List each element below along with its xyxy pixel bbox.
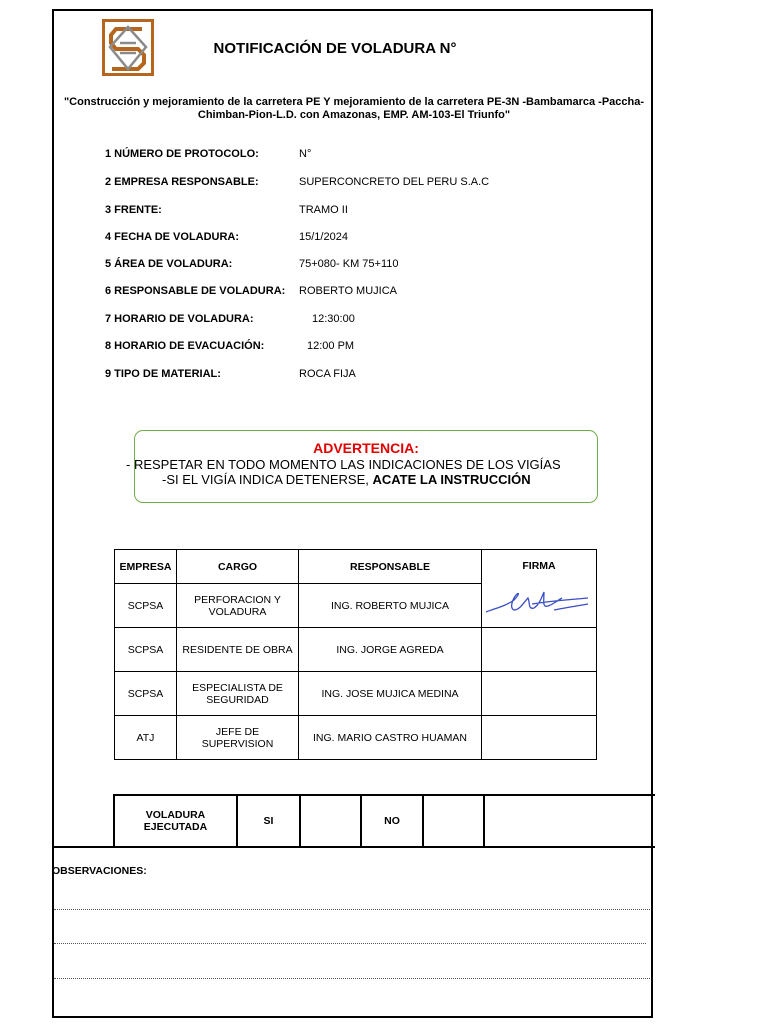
execution-yes-label: SI bbox=[237, 795, 300, 847]
cell-empresa: SCPSA bbox=[115, 672, 177, 716]
warning-emphasis: ACATE LA INSTRUCCIÓN bbox=[372, 472, 531, 487]
cell-empresa: SCPSA bbox=[115, 628, 177, 672]
field-value-protocolo: N° bbox=[299, 148, 312, 160]
field-label-responsable: 6 RESPONSABLE DE VOLADURA: bbox=[105, 285, 286, 297]
execution-blank bbox=[484, 795, 655, 847]
warning-box bbox=[126, 430, 598, 503]
cell-firma bbox=[482, 628, 597, 672]
field-value-material: ROCA FIJA bbox=[299, 368, 356, 380]
table-row bbox=[115, 672, 597, 716]
project-description-line-1: "Construcción y mejoramiento de la carretera PE Y mejoramiento de la carretera PE-3N -Bambamarca -Paccha- bbox=[63, 96, 645, 108]
field-value-area: 75+080- KM 75+110 bbox=[299, 258, 399, 270]
section-divider bbox=[52, 846, 653, 848]
field-value-empresa: SUPERCONCRETO DEL PERU S.A.C bbox=[299, 176, 490, 188]
cell-responsable: ING. ROBERTO MUJICA bbox=[299, 584, 482, 628]
field-label-horario-evacuacion: 8 HORARIO DE EVACUACIÓN: bbox=[105, 340, 265, 352]
table-header-row bbox=[115, 550, 597, 584]
cell-cargo: JEFE DE SUPERVISION bbox=[177, 716, 299, 760]
execution-yes-box bbox=[300, 795, 361, 847]
cell-cargo: PERFORACION Y VOLADURA bbox=[177, 584, 299, 628]
warning-title: ADVERTENCIA: bbox=[313, 440, 419, 456]
cell-responsable: ING. JOSE MUJICA MEDINA bbox=[299, 672, 482, 716]
observation-line bbox=[54, 943, 646, 944]
field-value-horario-evacuacion: 12:00 PM bbox=[307, 340, 355, 352]
signature-roberto-mujica bbox=[484, 588, 592, 618]
cell-empresa: ATJ bbox=[115, 716, 177, 760]
field-label-material: 9 TIPO DE MATERIAL: bbox=[105, 368, 221, 380]
header-empresa: EMPRESA bbox=[115, 550, 177, 584]
project-description bbox=[56, 96, 652, 122]
cell-cargo: ESPECIALISTA DE SEGURIDAD bbox=[177, 672, 299, 716]
field-label-fecha: 4 FECHA DE VOLADURA: bbox=[105, 231, 240, 243]
cell-cargo: RESIDENTE DE OBRA bbox=[177, 628, 299, 672]
warning-line-2 bbox=[162, 472, 531, 487]
execution-table bbox=[113, 794, 655, 848]
field-label-horario-voladura: 7 HORARIO DE VOLADURA: bbox=[105, 313, 254, 325]
field-label-empresa: 2 EMPRESA RESPONSABLE: bbox=[105, 176, 259, 188]
observations-label: OBSERVACIONES: bbox=[52, 865, 147, 877]
header-cargo: CARGO bbox=[177, 550, 299, 584]
cell-responsable: ING. JORGE AGREDA bbox=[299, 628, 482, 672]
signatures-table bbox=[114, 549, 597, 760]
field-label-area: 5 ÁREA DE VOLADURA: bbox=[105, 258, 233, 270]
observation-line bbox=[54, 909, 650, 910]
company-logo-icon bbox=[102, 19, 154, 76]
field-value-frente: TRAMO II bbox=[299, 204, 348, 216]
cell-firma bbox=[482, 716, 597, 760]
execution-no-label: NO bbox=[361, 795, 423, 847]
field-label-frente: 3 FRENTE: bbox=[105, 204, 162, 216]
table-row bbox=[115, 628, 597, 672]
observation-line bbox=[54, 978, 650, 979]
cell-empresa: SCPSA bbox=[115, 584, 177, 628]
field-value-horario-voladura: 12:30:00 bbox=[312, 313, 355, 325]
field-value-responsable: ROBERTO MUJICA bbox=[299, 285, 397, 297]
warning-line-1: - RESPETAR EN TODO MOMENTO LAS INDICACIONES DE LOS VIGÍAS bbox=[126, 457, 561, 472]
header-firma bbox=[482, 550, 597, 628]
field-label-protocolo: 1 NÚMERO DE PROTOCOLO: bbox=[105, 148, 259, 160]
header-firma-label: FIRMA bbox=[522, 560, 556, 572]
cell-responsable: ING. MARIO CASTRO HUAMAN bbox=[299, 716, 482, 760]
document-title: NOTIFICACIÓN DE VOLADURA N° bbox=[213, 40, 457, 57]
execution-no-box bbox=[423, 795, 484, 847]
header-responsable: RESPONSABLE bbox=[299, 550, 482, 584]
table-row bbox=[115, 716, 597, 760]
project-description-line-2: Chimban-Pion-L.D. con Amazonas, EMP. AM-103-El Triunfo" bbox=[197, 109, 511, 121]
execution-label: VOLADURA EJECUTADA bbox=[114, 795, 237, 847]
cell-firma bbox=[482, 672, 597, 716]
field-value-fecha: 15/1/2024 bbox=[299, 231, 348, 243]
warning-line-2-text: -SI EL VIGÍA INDICA DETENERSE, bbox=[162, 472, 373, 487]
